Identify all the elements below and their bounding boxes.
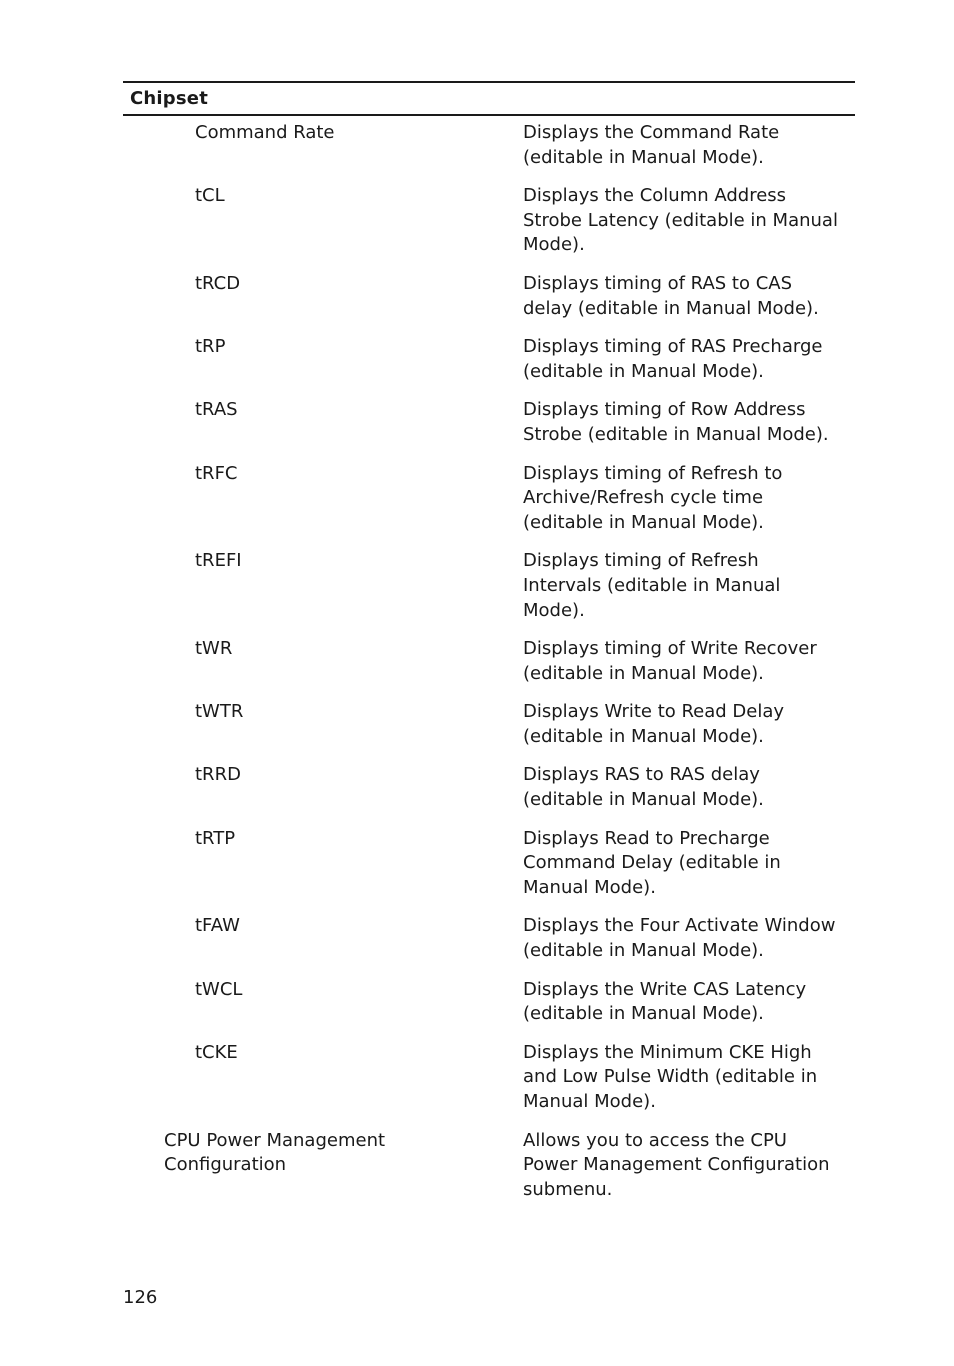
table-row xyxy=(123,763,855,812)
setting-description-line: Strobe Latency (editable in Manual xyxy=(523,209,838,231)
table-row xyxy=(123,335,855,384)
table-row xyxy=(123,1041,855,1115)
table-row xyxy=(123,700,855,749)
setting-description xyxy=(523,978,855,1027)
table-header-title: Chipset xyxy=(130,88,209,109)
setting-label: tREFI xyxy=(195,550,242,572)
setting-description-line: and Low Pulse Width (editable in xyxy=(523,1066,818,1088)
setting-description xyxy=(523,184,855,258)
setting-description-line: Displays timing of RAS to CAS xyxy=(523,272,793,294)
setting-description-line: Strobe (editable in Manual Mode). xyxy=(523,423,829,445)
setting-label: tWR xyxy=(195,638,233,660)
setting-label: tWCL xyxy=(195,978,243,1000)
setting-description xyxy=(523,462,855,536)
table-row xyxy=(123,1129,855,1203)
setting-description-line: (editable in Manual Mode). xyxy=(523,789,764,811)
setting-description-line: (editable in Manual Mode). xyxy=(523,1003,764,1025)
setting-description-line: Displays the Column Address xyxy=(523,185,787,207)
setting-description xyxy=(523,914,855,963)
setting-label: tCKE xyxy=(195,1041,238,1063)
table-header xyxy=(123,81,855,116)
setting-description-line: Displays Read to Precharge xyxy=(523,827,770,849)
setting-description xyxy=(523,272,855,321)
setting-label: tWTR xyxy=(195,701,244,723)
setting-description-line: Manual Mode). xyxy=(523,876,656,898)
setting-description-line: submenu. xyxy=(523,1178,613,1200)
page-number: 126 xyxy=(123,1287,158,1308)
setting-description xyxy=(523,549,855,623)
setting-description xyxy=(523,827,855,901)
setting-description-line: Displays Write to Read Delay xyxy=(523,701,785,723)
setting-description-line: Displays timing of Refresh to xyxy=(523,462,783,484)
setting-label: tRP xyxy=(195,336,226,358)
setting-description-line: (editable in Manual Mode). xyxy=(523,725,764,747)
setting-label: tRFC xyxy=(195,462,238,484)
setting-label: tCL xyxy=(195,185,225,207)
settings-table xyxy=(123,81,855,1216)
setting-description-line: Archive/Refresh cycle time xyxy=(523,487,764,509)
setting-description xyxy=(523,763,855,812)
setting-description-line: (editable in Manual Mode). xyxy=(523,146,764,168)
setting-description xyxy=(523,637,855,686)
table-row xyxy=(123,827,855,901)
setting-description-line: Power Management Configuration xyxy=(523,1154,830,1176)
setting-label: tRAS xyxy=(195,399,238,421)
setting-description-line: (editable in Manual Mode). xyxy=(523,940,764,962)
setting-description-line: Displays timing of Refresh xyxy=(523,550,759,572)
setting-description-line: (editable in Manual Mode). xyxy=(523,662,764,684)
setting-label-line: CPU Power Management xyxy=(164,1129,386,1151)
table-rows xyxy=(123,116,855,1202)
table-row xyxy=(123,121,855,170)
table-row xyxy=(123,914,855,963)
setting-description xyxy=(523,1041,855,1115)
setting-label xyxy=(123,1129,523,1178)
setting-description-line: Intervals (editable in Manual xyxy=(523,574,781,596)
setting-description-line: (editable in Manual Mode). xyxy=(523,360,764,382)
setting-description-line: Displays the Write CAS Latency xyxy=(523,978,807,1000)
setting-label: Command Rate xyxy=(195,122,335,143)
setting-description-line: Displays RAS to RAS delay xyxy=(523,764,760,786)
setting-description-line: Displays the Command Rate xyxy=(523,122,780,143)
setting-label: tRTP xyxy=(195,827,236,849)
setting-description-line: Command Delay (editable in xyxy=(523,852,781,874)
setting-label: tRRD xyxy=(195,764,241,786)
setting-description-line: Displays timing of RAS Precharge xyxy=(523,336,823,358)
setting-description xyxy=(523,1129,855,1203)
setting-description xyxy=(523,398,855,447)
setting-label-line: Configuration xyxy=(164,1154,287,1176)
setting-description-line: Manual Mode). xyxy=(523,1091,656,1112)
setting-label: tRCD xyxy=(195,272,241,294)
setting-description-line: Displays the Four Activate Window xyxy=(523,915,836,937)
table-row xyxy=(123,978,855,1027)
setting-description-line: delay (editable in Manual Mode). xyxy=(523,297,819,319)
setting-label: tFAW xyxy=(195,915,240,937)
setting-description-line: Allows you to access the CPU xyxy=(523,1129,787,1151)
setting-description xyxy=(523,335,855,384)
setting-description xyxy=(523,121,855,170)
setting-description-line: Mode). xyxy=(523,599,585,621)
table-row xyxy=(123,398,855,447)
table-row xyxy=(123,549,855,623)
setting-description-line: (editable in Manual Mode). xyxy=(523,511,764,533)
table-row xyxy=(123,637,855,686)
setting-description-line: Displays timing of Row Address xyxy=(523,399,806,421)
setting-description-line: Displays timing of Write Recover xyxy=(523,638,817,660)
setting-description-line: Mode). xyxy=(523,234,585,256)
setting-description-line: Displays the Minimum CKE High xyxy=(523,1041,812,1063)
table-row xyxy=(123,272,855,321)
setting-description xyxy=(523,700,855,749)
table-row xyxy=(123,462,855,536)
table-row xyxy=(123,184,855,258)
